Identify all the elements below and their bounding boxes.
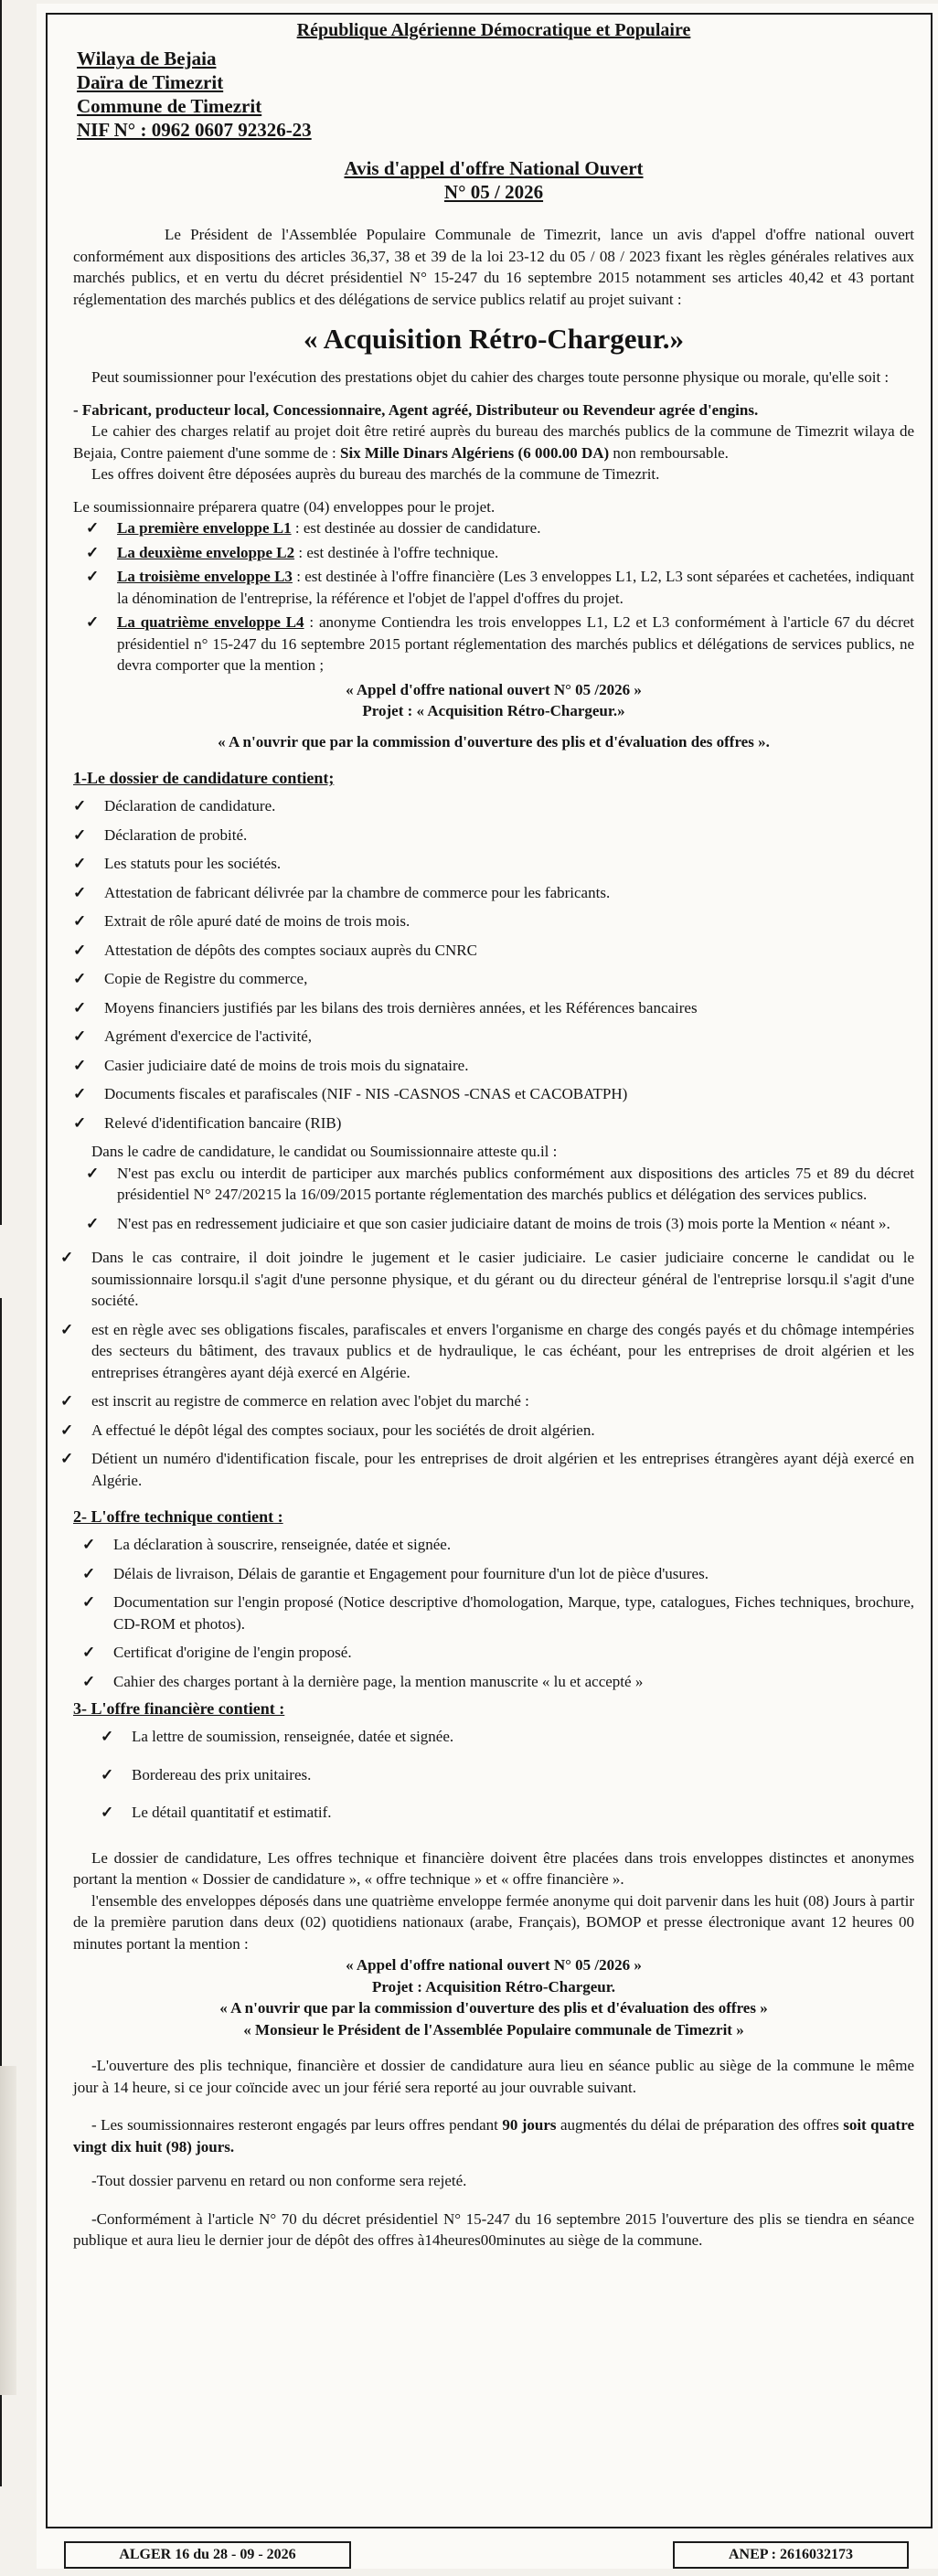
enveloppe-text: : est destinée à l'offre financière (Les 3 enveloppes L1, L2, L3 sont séparées et cachetées, indiquant la dénomination de l'entreprise, la référence et l'objet de l'appel d'offres du projet. [117, 568, 914, 607]
technique-item [82, 1563, 914, 1585]
item-text: A effectué le dépôt légal des comptes sociaux, pour les sociétés de droit algérien. [91, 1421, 595, 1439]
conditions-list [60, 1247, 914, 1491]
enveloppe-label: La deuxième enveloppe L2 [117, 543, 295, 561]
item-text: Certificat d'origine de l'engin proposé. [113, 1644, 352, 1661]
mention-projet: Projet : « Acquisition Rétro-Chargeur.» [362, 702, 625, 719]
check-icon: ✓ [73, 1056, 87, 1074]
item-text: Documentation sur l'engin proposé (Notice descriptive d'homologation, Marque, type, catalogues, Fiches techniques, brochure, CD-ROM et photos). [113, 1593, 914, 1633]
closing-paragraph-1: Le dossier de candidature, Les offres technique et financière doivent être placées dans trois enveloppes distinctes et anonymes portant la mention « Dossier de candidature », « offre technique » et « offre financière ». [73, 1848, 914, 1888]
atteste-list [86, 1163, 914, 1235]
engagement-days: 90 jours [502, 2116, 557, 2134]
technique-item [82, 1591, 914, 1634]
republic-heading: République Algérienne Démocratique et Populaire [296, 20, 691, 40]
dossier-item [73, 940, 914, 962]
closing-mention-ouvrir: « A n'ouvrir que par la commission d'ouverture des plis et d'évaluation des offres » [219, 1999, 768, 2017]
wilaya-line: Wilaya de Bejaia [77, 48, 217, 69]
item-text: Déclaration de candidature. [104, 797, 276, 814]
soumission-paragraph: Peut soumissionner pour l'exécution des prestations objet du cahier des charges toute personne physique ou morale, qu'elle soit : [91, 368, 890, 386]
section3-list [101, 1726, 914, 1824]
financiere-item [101, 1802, 914, 1824]
categories-line: - Fabricant, producteur local, Concessionnaire, Agent agréé, Distributeur ou Revendeur agrée d'engins. [73, 400, 759, 419]
check-icon: ✓ [82, 1593, 96, 1611]
dossier-item [73, 997, 914, 1019]
check-icon: ✓ [82, 1672, 96, 1690]
dossier-item [73, 1026, 914, 1048]
closing-mention-appel: « Appel d'offre national ouvert N° 05 /2026 » [346, 1956, 642, 1974]
cahier-sum: Six Mille Dinars Algériens (6 000.00 DA) [339, 443, 610, 462]
condition-item [60, 1319, 914, 1384]
check-icon: ✓ [86, 613, 100, 631]
item-text: est en règle avec ses obligations fiscales, parafiscales et envers l'organisme en charge des congés payés et du chômage intempéries des secteurs du bâtiment, des travaux publics et de hydraulique, le cas échéant, pour les entreprises de droit algérien et les entreprises étrangères ayant déjà exercé en Algérie. [91, 1320, 914, 1381]
check-icon: ✓ [73, 1113, 87, 1132]
enveloppe-item [86, 542, 914, 564]
check-icon: ✓ [82, 1644, 96, 1661]
check-icon: ✓ [101, 1765, 114, 1783]
cahier-paragraph [73, 420, 914, 463]
item-text: La lettre de soumission, renseignée, datée et signée. [132, 1728, 454, 1745]
nif-line: NIF N° : 0962 0607 92326-23 [77, 119, 312, 141]
engagement-total: soit quatre vingt dix huit (98) jours. [73, 2116, 915, 2156]
enveloppe-label: La première enveloppe L1 [117, 519, 292, 537]
enveloppe-text: : est destinée au dossier de candidature. [291, 519, 541, 537]
enveloppe-label: La quatrième enveloppe L4 [117, 613, 304, 631]
condition-item [60, 1448, 914, 1491]
dossier-item [73, 1083, 914, 1105]
atteste-item [86, 1163, 914, 1206]
enveloppes-intro: Le soumissionnaire préparera quatre (04) enveloppes pour le projet. [73, 497, 496, 516]
cahier-end: non remboursable. [609, 443, 729, 462]
financiere-item [101, 1726, 914, 1748]
dossier-item [73, 1055, 914, 1077]
check-icon: ✓ [60, 1320, 74, 1338]
check-icon: ✓ [60, 1392, 74, 1410]
item-text: Dans le cas contraire, il doit joindre le jugement et le casier judiciaire. Le casier judiciaire concerne le candidat ou le soumissionnaire lorsqu.il s'agit d'une personne physique, et du gérant ou du directeur général de l'entreprise lorsqu.il s'agit d'une société. [91, 1249, 914, 1309]
notice-content [60, 15, 915, 2251]
check-icon: ✓ [60, 1249, 74, 1266]
dossier-item [73, 1112, 914, 1134]
dossier-item [73, 795, 914, 817]
check-icon: ✓ [86, 543, 100, 561]
item-text: Copie de Registre du commerce, [104, 970, 308, 987]
engagement-text-2: augmentés du délai de préparation des offres [556, 2116, 844, 2134]
closing-paragraph-5: -Tout dossier parvenu en retard ou non conforme sera rejeté. [91, 2172, 467, 2189]
financiere-item [101, 1764, 914, 1786]
scan-edge-strip [0, 2066, 16, 2395]
check-icon: ✓ [73, 1085, 87, 1102]
item-text: est inscrit au registre de commerce en relation avec l'objet du marché : [91, 1392, 529, 1410]
check-icon: ✓ [73, 797, 87, 814]
item-text: La déclaration à souscrire, renseignée, datée et signée. [113, 1536, 452, 1553]
item-text: N'est pas exclu ou interdit de participer aux marchés publics conformément aux dispositions des articles 75 et 89 du décret présidentiel N° 247/20215 la 16/09/2015 portante réglementation des marchés publics et délégation des services publics. [117, 1164, 914, 1203]
section3-title: 3- L'offre financière contient : [73, 1699, 285, 1718]
closing-paragraph-6: -Conformément à l'article N° 70 du décret présidentiel N° 15-247 du 16 septembre 2015 l'ouverture des plis se tiendra en séance publique et aura lieu le dernier jour de dépôt des offres à14heures00minutes au siège de la commune. [73, 2209, 914, 2249]
closing-paragraph-2: l'ensemble des enveloppes déposés dans une quatrième enveloppe fermée anonyme qui doit parvenir dans les huit (08) Jours à partir de la première parution dans deux (02) quotidiens nationaux (arabe, Français), BOMOP et presse électronique avant 12 heures 00 minutes portant la mention : [73, 1891, 914, 1953]
check-icon: ✓ [101, 1728, 114, 1745]
check-icon: ✓ [82, 1536, 96, 1553]
closing-paragraph-4 [73, 2114, 914, 2157]
item-text: Documents fiscales et parafiscales (NIF - NIS -CASNOS -CNAS et CACOBATPH) [104, 1085, 628, 1102]
dossier-item [73, 853, 914, 875]
mention-ouvrir: « A n'ouvrir que par la commission d'ouverture des plis et d'évaluation des offres ». [218, 732, 770, 750]
check-icon: ✓ [73, 912, 87, 930]
item-text: Détient un numéro d'identification fiscale, pour les entreprises de droit algérien et les entreprises étrangères ayant déjà exercé en Algérie. [91, 1450, 914, 1489]
item-text: Casier judiciaire daté de moins de trois mois du signataire. [104, 1056, 469, 1074]
closing-mention-projet: Projet : Acquisition Rétro-Chargeur. [372, 1977, 615, 1996]
check-icon: ✓ [73, 970, 87, 987]
enveloppe-text: : anonyme Contiendra les trois enveloppes L1, L2 et L3 conformément à l'article 67 du décret présidentiel n° 15-247 du 16 septembre 2015 portant réglementation des marchés publics et délégations de services publics, ne devra comporter que la mention ; [117, 613, 914, 674]
check-icon: ✓ [82, 1564, 96, 1582]
check-icon: ✓ [86, 568, 100, 585]
enveloppes-list [86, 517, 914, 676]
technique-item [82, 1642, 914, 1664]
check-icon: ✓ [86, 1214, 100, 1232]
item-text: Les statuts pour les sociétés. [104, 855, 282, 872]
section2-list [82, 1534, 914, 1692]
check-icon: ✓ [86, 1164, 100, 1182]
avis-title: Avis d'appel d'offre National Ouvert [344, 157, 644, 179]
check-icon: ✓ [60, 1450, 74, 1467]
atteste-item [86, 1213, 914, 1235]
check-icon: ✓ [73, 998, 87, 1017]
administration-block [73, 47, 914, 142]
condition-item [60, 1247, 914, 1312]
item-text: Déclaration de probité. [104, 825, 248, 844]
engagement-text: - Les soumissionnaires resteront engagés par leurs offres pendant [91, 2116, 503, 2134]
section1-title: 1-Le dossier de candidature contient; [73, 769, 335, 787]
check-icon: ✓ [73, 883, 87, 901]
section2-title: 2- L'offre technique contient : [73, 1507, 283, 1526]
item-text: N'est pas en redressement judiciaire et que son casier judiciaire datant de moins de trois (3) mois porte la Mention « néant ». [117, 1214, 890, 1232]
item-text: Cahier des charges portant à la dernière page, la mention manuscrite « lu et accepté » [113, 1672, 644, 1690]
condition-item [60, 1420, 914, 1442]
footer-alger-box: ALGER 16 du 28 - 09 - 2026 [64, 2541, 351, 2569]
dossier-item [73, 825, 914, 846]
item-text: Agrément d'exercice de l'activité, [104, 1027, 313, 1045]
check-icon: ✓ [86, 519, 100, 537]
item-text: Extrait de rôle apuré daté de moins de trois mois. [104, 912, 410, 930]
cahier-text: Le cahier des charges relatif au projet doit être retiré auprès du bureau des marchés publics de la commune de Timezrit wilaya de Bejaia, Contre paiement d'une somme de : [73, 422, 914, 462]
item-text: Attestation de fabricant délivrée par la chambre de commerce pour les fabricants. [104, 883, 611, 901]
intro-paragraph: Le Président de l'Assemblée Populaire Communale de Timezrit, lance un avis d'appel d'offre national ouvert conformément aux dispositions des articles 36,37, 38 et 39 de la loi 23-12 du 05 / 08 / 2023 fixant les règles générales relatives aux marchés publics, et en vertu du décret présidentiel N° 15-247 du 16 septembre 2015 notamment ses articles 40,42 et 43 portant réglementation des marchés publics et des délégations de service publics relatif au projet suivant : [73, 226, 914, 308]
footer-anep-box: ANEP : 2616032173 [673, 2541, 909, 2569]
condition-item [60, 1390, 914, 1412]
check-icon: ✓ [73, 855, 87, 872]
depot-paragraph: Les offres doivent être déposées auprès du bureau des marchés de la commune de Timezrit. [91, 465, 660, 483]
enveloppe-item [86, 566, 914, 609]
closing-mention-president: « Monsieur le Président de l'Assemblée Populaire communale de Timezrit » [243, 2020, 744, 2038]
check-icon: ✓ [60, 1421, 74, 1439]
dossier-item [73, 882, 914, 904]
enveloppe-item [86, 517, 914, 539]
enveloppe-text: : est destinée à l'offre technique. [294, 543, 499, 561]
dossier-item [73, 968, 914, 990]
tender-notice-document [37, 4, 938, 2569]
check-icon: ✓ [73, 825, 87, 844]
section1-list [73, 795, 914, 1134]
avis-number: N° 05 / 2026 [443, 181, 544, 203]
item-text: Relevé d'identification bancaire (RIB) [104, 1113, 342, 1132]
item-text: Le détail quantitatif et estimatif. [132, 1804, 332, 1821]
technique-item [82, 1534, 914, 1556]
closing-paragraph-3: -L'ouverture des plis technique, financière et dossier de candidature aura lieu en séance public au siège de la commune le même jour à 14 heure, si ce jour coïncide avec un jour férié sera reporté au jour ouvrable suivant. [73, 2057, 914, 2096]
enveloppe-label: La troisième enveloppe L3 [117, 568, 293, 585]
mention-appel: « Appel d'offre national ouvert N° 05 /2026 » [346, 680, 642, 698]
left-margin-line-top [0, 0, 2, 1225]
item-text: Moyens financiers justifiés par les bilans des trois dernières années, et les Références bancaires [104, 998, 698, 1017]
daira-line: Daïra de Timezrit [77, 71, 224, 93]
item-text: Délais de livraison, Délais de garantie et Engagement pour fourniture d'un lot de pièce d'usures. [113, 1564, 709, 1582]
atteste-line: Dans le cadre de candidature, le candidat ou Soumissionnaire atteste qu.il : [91, 1143, 558, 1160]
check-icon: ✓ [73, 941, 87, 959]
project-title: « Acquisition Rétro-Chargeur.» [304, 323, 684, 355]
check-icon: ✓ [101, 1804, 114, 1821]
check-icon: ✓ [73, 1027, 87, 1045]
technique-item [82, 1671, 914, 1693]
enveloppe-item [86, 612, 914, 676]
commune-line: Commune de Timezrit [77, 95, 262, 117]
item-text: Attestation de dépôts des comptes sociaux auprès du CNRC [104, 941, 477, 959]
item-text: Bordereau des prix unitaires. [132, 1765, 312, 1783]
dossier-item [73, 910, 914, 932]
